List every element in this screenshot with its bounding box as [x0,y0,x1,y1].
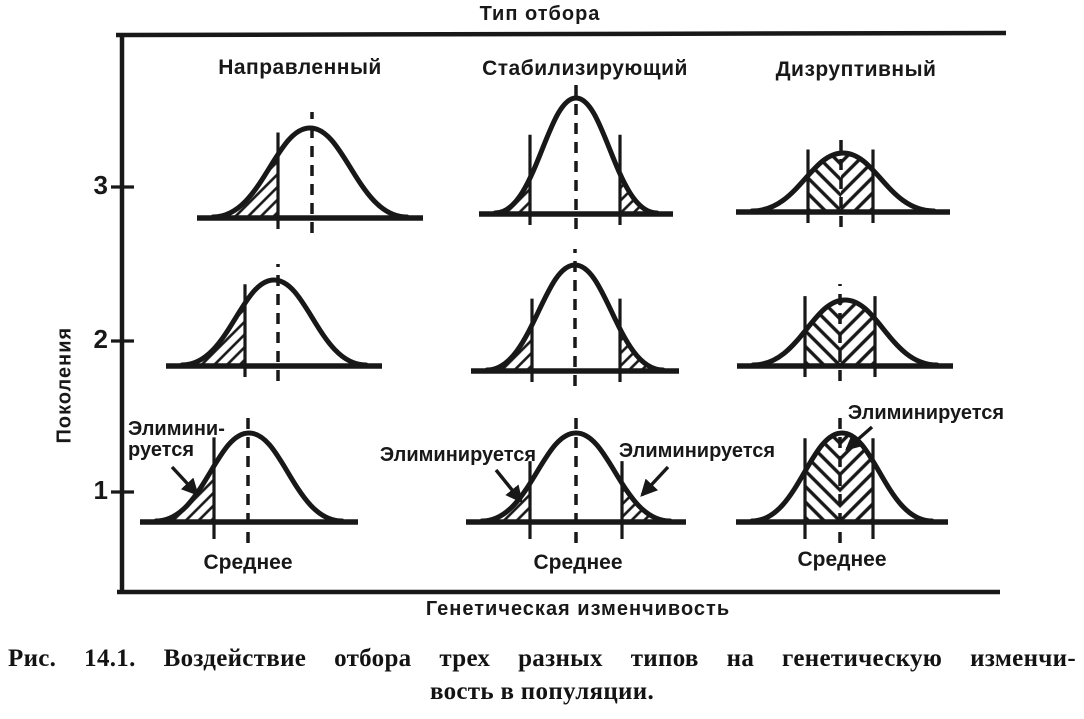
column-header-directional: Направленный [218,56,382,79]
x-axis-label: Генетическая изменчивость [425,598,731,620]
eliminated-arrow-stabilizing-right [642,467,668,495]
column-header-disruptive: Дизруптивный [775,58,937,81]
mean-label-disruptive: Среднее [797,548,887,571]
figure-caption-line2: вость в популяции. [429,678,655,705]
mean-label-directional: Среднее [203,551,293,574]
y-tick-label-3: 3 [93,170,108,200]
y-tick-label-1: 1 [93,475,108,505]
eliminated-label-directional-line2: руется [128,439,194,461]
bell-curve-dir-3 [213,128,407,217]
bell-curves-layer [140,82,953,543]
mean-label-stabilizing: Среднее [533,551,623,574]
eliminated-label-stabilizing-right: Элиминируется [618,440,776,462]
eliminated-arrow-stabilizing-left [496,470,521,501]
eliminated-label-directional-line1: Элимини- [128,418,225,440]
y-tick-label-2: 2 [93,324,108,354]
y-axis-label: Поколения [53,326,76,444]
axis-title-selection-type: Тип отбора [479,3,601,25]
eliminated-label-stabilizing-left: Элиминируется [379,444,537,466]
eliminated-label-disruptive: Элиминируется [847,402,1005,424]
bell-curve-stab-3 [495,98,657,213]
top-axis-line [116,33,1006,35]
figure-caption-line1: Рис. 14.1. Воздействие отбора трех разных типов на генетическую изменчи- [8,645,1076,672]
eliminated-arrow-directional [172,467,197,494]
bell-curve-dir-2 [182,280,366,365]
column-header-stabilizing: Стабилизирующий [482,57,688,80]
